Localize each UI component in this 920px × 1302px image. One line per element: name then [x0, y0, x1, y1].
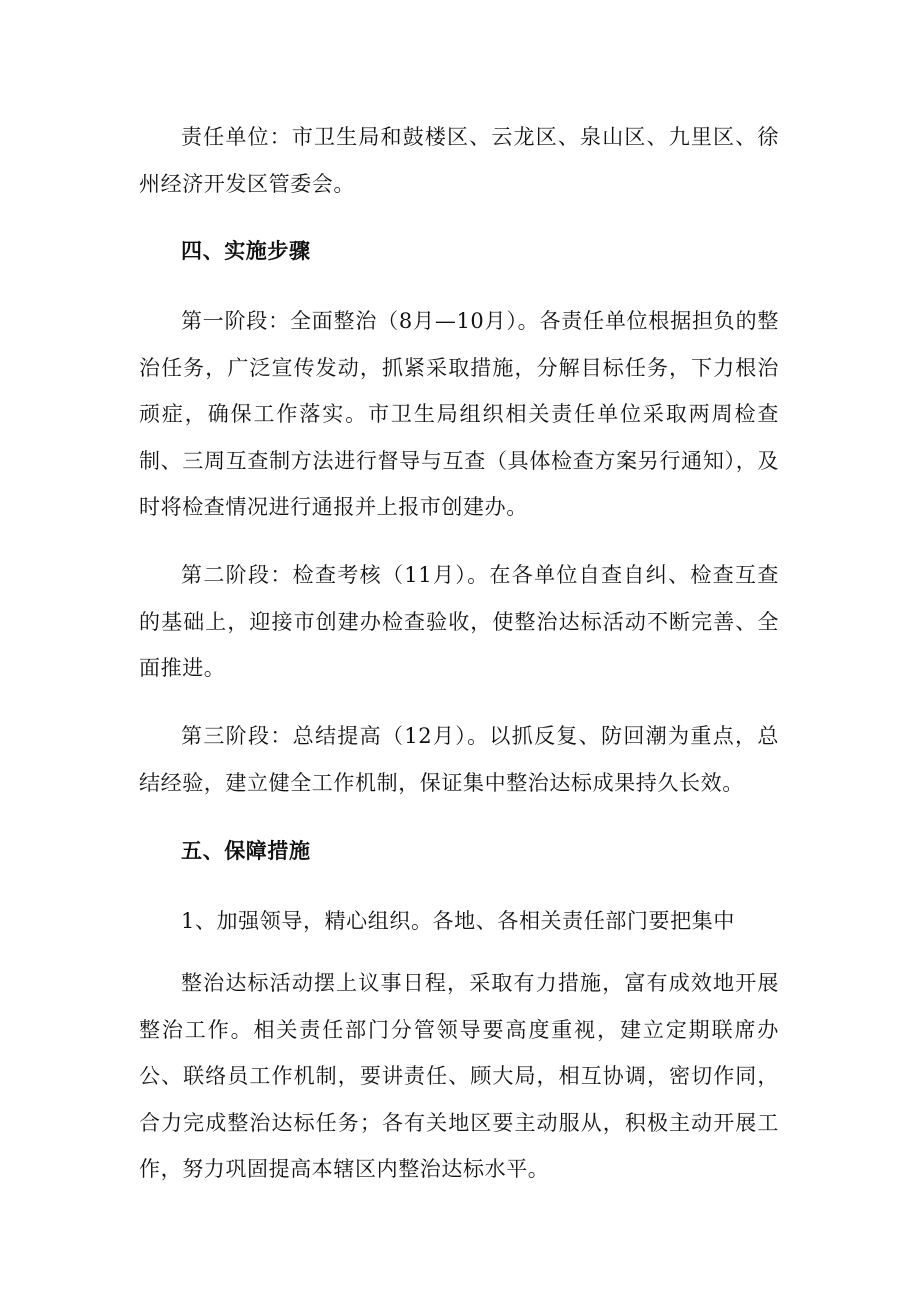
stage-three-paragraph: 第三阶段：总结提高（12月）。以抓反复、防回潮为重点，总结经验，建立健全工作机制，保证集中整治达标成果持久长效。	[139, 724, 779, 795]
measure-one-body-paragraph: 整治达标活动摆上议事日程，采取有力措施，富有成效地开展整治工作。相关责任部门分管领导要高度重视，建立定期联席办公、联络员工作机制，要讲责任、顾大局，相互协调，密切作同，合力完成整治达标任务；各有关地区要主动服从，积极主动开展工作，努力巩固提高本辖区内整治达标水平。	[139, 971, 779, 1181]
responsibility-paragraph: 责任单位：市卫生局和鼓楼区、云龙区、泉山区、九里区、徐州经济开发区管委会。	[139, 125, 779, 196]
section-heading-measures: 五、保障措施	[181, 839, 311, 863]
stage-one-paragraph: 第一阶段：全面整治（8月—10月）。各责任单位根据担负的整治任务，广泛宣传发动，抓紧采取措施，分解目标任务，下力根治顽症，确保工作落实。市卫生局组织相关责任单位采取两周检查制、三周互查制方法进行督导与互查（具体检查方案另行通知），及时将检查情况进行通报并上报市创建办。	[139, 309, 779, 519]
section-heading-steps: 四、实施步骤	[181, 239, 311, 263]
stage-two-paragraph: 第二阶段：检查考核（11月）。在各单位自查自纠、检查互查的基础上，迎接市创建办检查验收，使整治达标活动不断完善、全面推进。	[139, 563, 779, 680]
measure-one-intro-paragraph: 1、加强领导，精心组织。各地、各相关责任部门要把集中	[181, 909, 735, 933]
